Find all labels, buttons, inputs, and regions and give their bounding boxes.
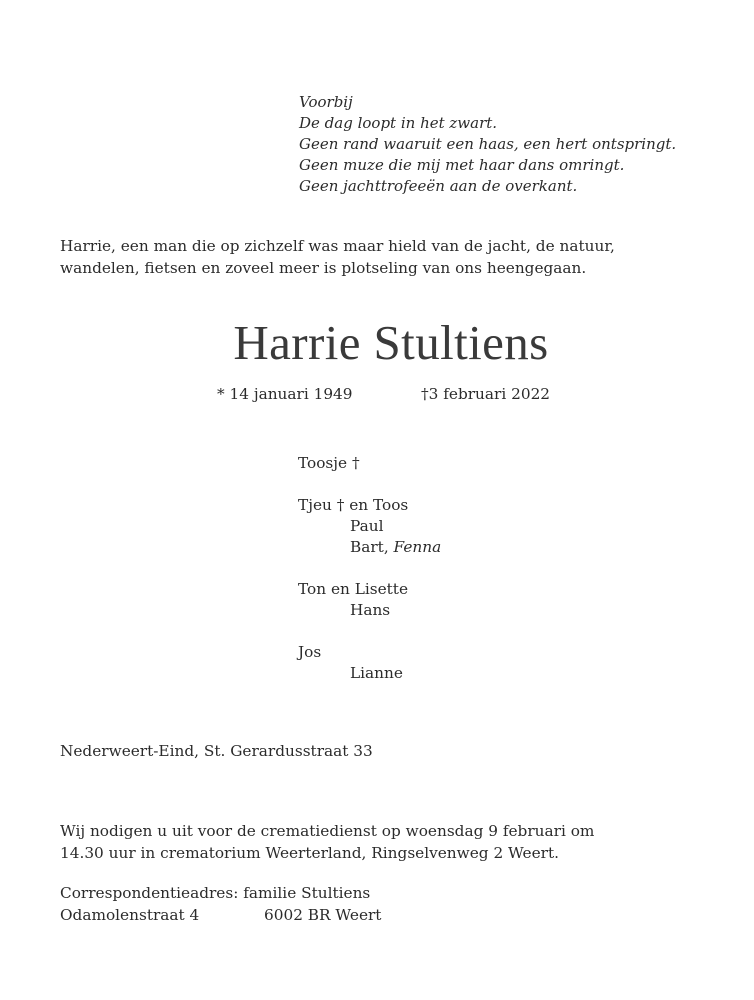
poem-line: Geen muze die mij met haar dans omringt. [299, 156, 625, 174]
grandchild: Paul [350, 517, 384, 535]
correspondence-street-row [60, 904, 382, 926]
grandchild: Hans [350, 601, 391, 619]
home-address: Nederweert-Eind, St. Gerardusstraat 33 [60, 742, 373, 760]
family-member: Tjeu † en Toos [298, 496, 409, 514]
grandchild [298, 537, 441, 558]
correspondence-address [60, 882, 382, 926]
family-member: Jos [298, 643, 322, 661]
death-date: †3 februari 2022 [421, 385, 551, 403]
grandchild-partner: Fenna [393, 538, 442, 556]
birth-date: * 14 januari 1949 [217, 385, 353, 403]
intro-text [60, 235, 615, 279]
correspondence-postal: 6002 BR Weert [264, 906, 382, 924]
cremation-invitation [60, 820, 594, 864]
grandchild-name: Bart, [350, 538, 394, 556]
poem-line: Geen jachttrofeeën aan de overkant. [299, 177, 578, 195]
intro-line: Harrie, een man die op zichzelf was maar hield van de jacht, de natuur, [60, 237, 615, 255]
intro-line: wandelen, fietsen en zoveel meer is plotseling van ons heengegaan. [60, 259, 587, 277]
correspondence-line: Correspondentieadres: familie Stultiens [60, 884, 371, 902]
family-member: Toosje † [298, 454, 360, 472]
invitation-line: 14.30 uur in crematorium Weerterland, Ringselvenweg 2 Weert. [60, 844, 559, 862]
correspondence-street: Odamolenstraat 4 [60, 906, 200, 924]
poem [299, 92, 676, 197]
invitation-line: Wij nodigen u uit voor de crematiedienst op woensdag 9 februari om [60, 822, 595, 840]
poem-line: Voorbij [299, 93, 353, 111]
family-member: Ton en Lisette [298, 580, 409, 598]
grandchild: Lianne [350, 664, 403, 682]
deceased-name: Harrie Stultiens [233, 315, 549, 370]
family-list [298, 453, 441, 684]
poem-line: De dag loopt in het zwart. [299, 114, 498, 132]
poem-line: Geen rand waaruit een haas, een hert ontspringt. [299, 135, 677, 153]
